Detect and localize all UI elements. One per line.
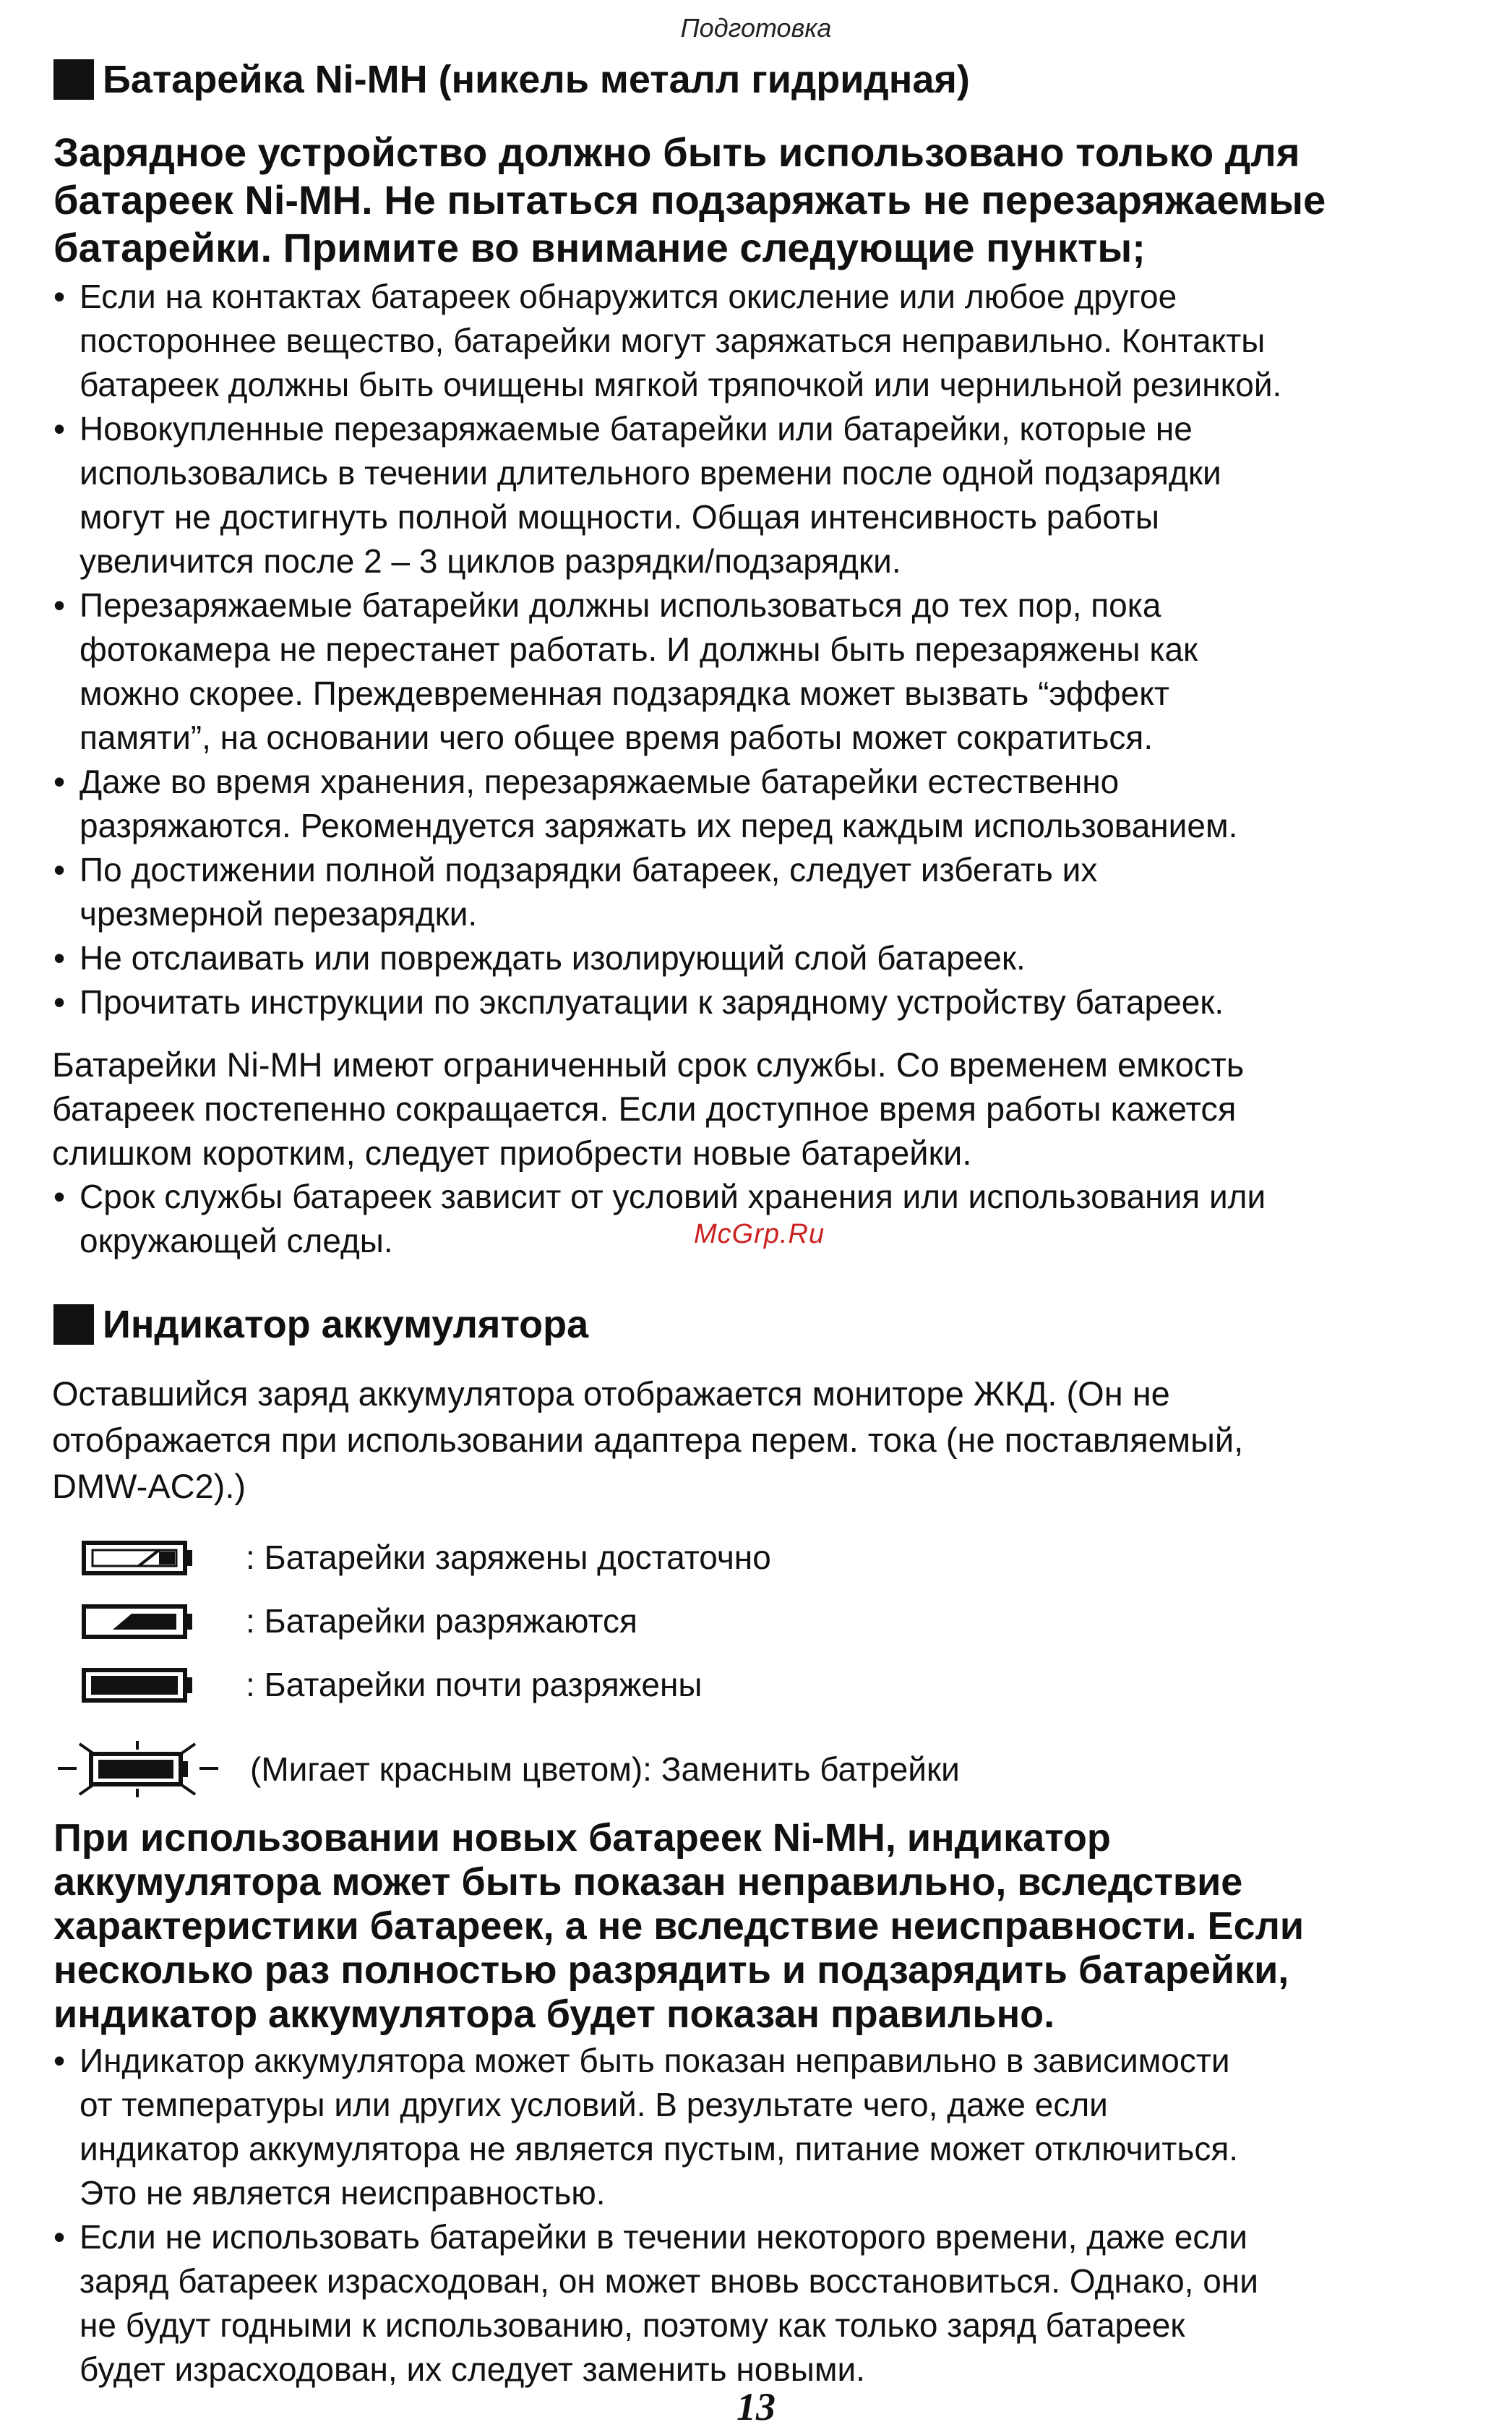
text-line: • Новокупленные перезаряжаемые батарейки или батарейки, которые не [80,410,1193,448]
legend-label: : Батарейки почти разряжены [246,1666,703,1703]
text-line: • Если на контактах батареек обнаружится окисление или любое другое [80,278,1177,315]
text-line: Это не является неисправностью. [80,2174,606,2212]
text-line: • Не отслаивать или повреждать изолирующий слой батареек. [80,939,1026,977]
list-item [52,848,1490,936]
legend-row-full [51,1536,771,1579]
charger-warning [53,129,1485,272]
legend-row-low [51,1663,702,1706]
text-line: от температуры или других условий. В результате чего, даже если [80,2086,1108,2123]
list-item [52,583,1490,760]
page-header: Подготовка [680,13,832,43]
nimh-bullet-list [52,275,1490,1024]
section-heading-battery-indicator [53,1301,588,1348]
text-line: увеличится после 2 – 3 циклов разрядки/подзарядки. [80,542,901,580]
list-item [52,980,1490,1024]
legend-label: : Батарейки заряжены достаточно [246,1539,771,1576]
text-line: • Даже во время хранения, перезаряжаемые батарейки естественно [80,763,1120,800]
text-line: отображается при использовании адаптера перем. тока (не поставляемый, [52,1421,1244,1459]
section-heading-nimh [53,56,970,103]
battery-empty-blinking-icon [51,1737,246,1802]
text-line: слишком коротким, следует приобрести новые батарейки. [52,1134,972,1172]
legend-row-half [51,1599,637,1643]
list-item [52,2215,1490,2392]
text-line: • Перезаряжаемые батарейки должны использоваться до тех пор, пока [80,586,1161,624]
legend-label: : Батарейки разряжаются [246,1602,637,1640]
indicator-note [53,1816,1485,2037]
list-item [52,936,1490,980]
text-line: будет израсходован, их следует заменить новыми. [80,2350,865,2388]
text-line: индикатор аккумулятора будет показан правильно. [53,1993,1055,2036]
text-line: • Индикатор аккумулятора может быть показан неправильно в зависимости [80,2042,1230,2079]
list-item [52,2039,1490,2215]
text-line: • По достижении полной подзарядки батареек, следует избегать их [80,851,1098,889]
text-line: фотокамера не перестанет работать. И должны быть перезаряжены как [80,630,1198,668]
text-line: • Срок службы батареек зависит от условий хранения или использования или [80,1178,1266,1215]
text-line: батареек постепенно сокращается. Если доступное время работы кажется [52,1090,1237,1128]
text-line: можно скорее. Преждевременная подзарядка может вызвать “эффект [80,675,1169,712]
text-line: индикатор аккумулятора не является пустым, питание может отключиться. [80,2130,1239,2167]
text-line: Зарядное устройство должно быть использовано только для [53,129,1300,175]
text-line: • Прочитать инструкции по эксплуатации к зарядному устройству батареек. [80,983,1224,1021]
text-line: несколько раз полностью разрядить и подзарядить батарейки, [53,1948,1289,1992]
text-line: использовались в течении длительного времени после одной подзарядки [80,454,1221,492]
text-line: аккумулятора может быть показан неправильно, вследствие [53,1860,1243,1904]
text-line: Батарейки Ni-MH имеют ограниченный срок службы. Со временем емкость [52,1045,1245,1084]
heading-marker-icon [53,1304,94,1345]
text-line: заряд батареек израсходован, он может вновь восстановиться. Однако, они [80,2262,1258,2300]
list-item [52,760,1490,848]
text-line: батареек Ni-MH. Не пытаться подзаряжать не перезаряжаемые [53,177,1326,223]
battery-low-icon [51,1663,246,1706]
indicator-bullet-list [52,2039,1490,2392]
battery-full-icon [51,1536,246,1579]
text-line: постороннее вещество, батарейки могут заряжаться неправильно. Контакты [80,322,1266,359]
legend-row-empty-blinking [51,1737,960,1802]
text-line: могут не достигнуть полной мощности. Общая интенсивность работы [80,498,1159,536]
text-line: чрезмерной перезарядки. [80,895,478,933]
section-heading-text: Индикатор аккумулятора [103,1303,589,1346]
text-line: не будут годными к использованию, поэтому как только заряд батареек [80,2306,1185,2344]
watermark: McGrp.Ru [694,1219,825,1249]
text-line: характеристики батареек, а не вследствие неисправности. Если [53,1904,1305,1948]
text-line: • Если не использовать батарейки в течении некоторого времени, даже если [80,2218,1247,2256]
legend-label: (Мигает красным цветом): Заменить батрейки [250,1750,960,1788]
text-line: При использовании новых батареек Ni-MH, индикатор [53,1816,1111,1860]
indicator-intro [52,1371,1490,1510]
section-heading-text: Батарейка Ni-MH (никель металл гидридная) [103,58,970,101]
text-line: батарейки. Примите во внимание следующие пункты; [53,225,1146,270]
text-line: DMW-AC2).) [52,1467,246,1505]
text-line: Оставшийся заряд аккумулятора отображается мониторе ЖКД. (Он не [52,1374,1170,1413]
text-line: окружающей следы. [80,1222,393,1259]
text-line: разряжаются. Рекомендуется заряжать их перед каждым использованием. [80,807,1238,844]
text-line: батареек должны быть очищены мягкой тряпочкой или чернильной резинкой. [80,366,1282,403]
lifespan-paragraph [52,1043,1490,1175]
page-number: 13 [736,2385,776,2428]
list-item [52,275,1490,407]
heading-marker-icon [53,59,94,100]
text-line: памяти”, на основании чего общее время работы может сократиться. [80,719,1154,756]
battery-half-icon [51,1599,246,1643]
list-item [52,407,1490,583]
